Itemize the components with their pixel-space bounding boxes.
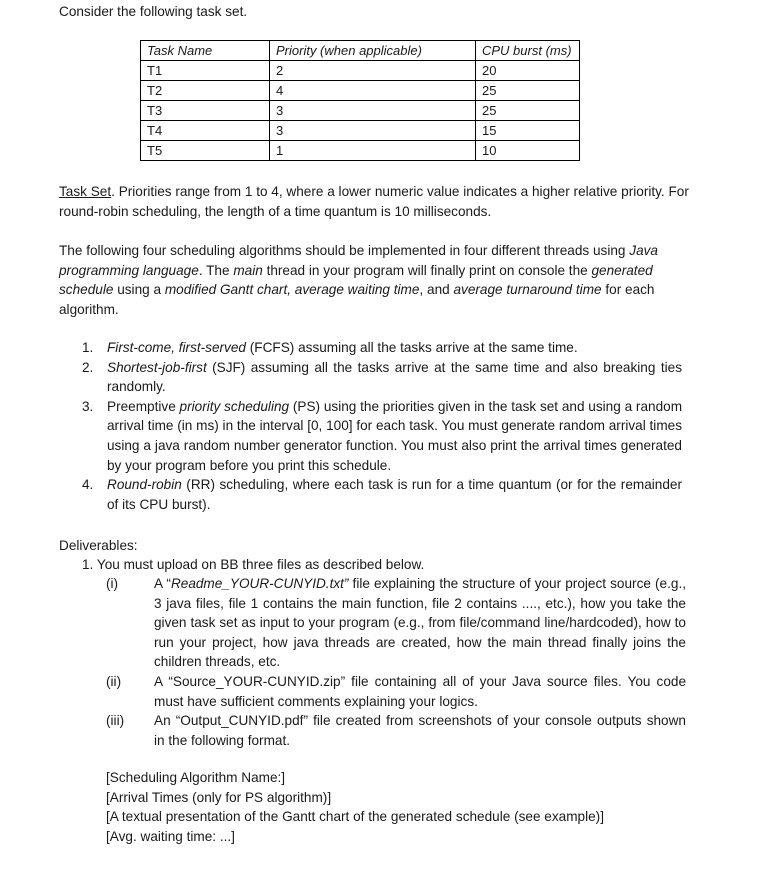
task-set-paragraph	[59, 182, 699, 221]
task-table	[140, 40, 580, 161]
subitem-text	[154, 574, 686, 672]
algorithms-emphasis: main	[233, 262, 263, 278]
algorithms-text: thread in your program will finally print on console the	[262, 262, 592, 278]
format-line: [Arrival Times (only for PS algorithm)]	[106, 789, 332, 805]
format-line: [Avg. waiting time: ...]	[106, 828, 235, 844]
algorithm-name: Round-robin	[107, 477, 182, 493]
subitem-text: An “Output_CUNYID.pdf” file created from screenshots of your console outputs shown in the following format.	[154, 713, 686, 748]
priority-cell: 3	[270, 101, 476, 121]
priority-cell: 1	[270, 141, 476, 161]
algorithm-description: (RR) scheduling, where each task is run for a time quantum (or for the remainder of its CPU burst).	[107, 477, 682, 512]
subitem-filename: Readme_YOUR-CUNYID.txt”	[170, 576, 349, 591]
subitem-description: file explaining the structure of your project source (e.g., 3 java files, file 1 contains the main function, file 2 contains ...., etc.), how you take the given task set as input to your program (e.g., from file/command line/hardcoded), how to run your project, how java threads are created, how the main thread finally joins the children threads, etc.	[154, 576, 686, 670]
list-item	[82, 338, 682, 358]
format-line: [A textual presentation of the Gantt chart of the generated schedule (see example)]	[106, 809, 604, 825]
algorithms-emphasis: modified Gantt chart, average waiting time	[164, 282, 420, 298]
table-header-row	[141, 41, 580, 61]
algorithm-description: (SJF) assuming all the tasks arrive at the same time and also breaking ties randomly.	[107, 359, 682, 395]
deliverable-subitem-output	[106, 711, 686, 750]
cpu-burst-cell: 20	[476, 61, 580, 81]
list-item	[82, 358, 682, 397]
algorithm-prefix: Preemptive	[107, 398, 180, 414]
deliverables-item-text: You must upload on BB three files as described below.	[96, 557, 425, 572]
algorithms-paragraph	[59, 241, 699, 319]
algorithm-list	[82, 338, 682, 514]
algorithm-description: (FCFS) assuming all the tasks arrive at the same time.	[245, 340, 578, 355]
list-item	[82, 475, 682, 514]
cpu-burst-cell: 15	[476, 121, 580, 141]
table-row	[141, 141, 580, 161]
intro-text: Consider the following task set.	[59, 4, 248, 19]
list-number: 1.	[82, 557, 94, 572]
column-header-priority: Priority (when applicable)	[270, 41, 476, 61]
algorithms-text: for each algorithm.	[59, 282, 655, 317]
algorithms-emphasis: Java programming language	[59, 243, 658, 278]
priority-cell: 2	[270, 61, 476, 81]
subitem-text: A “Source_YOUR-CUNYID.zip” file containing all of your Java source files. You code must have sufficient comments explaining your logics.	[154, 674, 686, 709]
table-row	[141, 101, 580, 121]
deliverables-item	[82, 555, 682, 575]
algorithms-text: , and	[419, 282, 454, 298]
task-set-label: Task Set	[59, 184, 112, 199]
table-row	[141, 121, 580, 141]
task-name-cell: T4	[141, 121, 270, 141]
output-format-block	[106, 768, 604, 846]
algorithms-emphasis: average turnaround time	[453, 282, 602, 298]
algorithm-description: (PS) using the priorities given in the task set and using a random arrival time (in ms) in the interval [0, 100] for each task. You must generate random arrival times using a java random number generator function. You must also print the arrival times generated by your program before you print this schedule.	[107, 398, 683, 473]
subitem-prefix: A “	[154, 576, 171, 591]
list-number: 1.	[82, 340, 94, 355]
task-name-cell: T1	[141, 61, 270, 81]
algorithms-text: The following four scheduling algorithms should be implemented in four different threads using	[59, 243, 630, 258]
algorithms-text: using a	[113, 282, 165, 298]
cpu-burst-cell: 10	[476, 141, 580, 161]
list-number: 4.	[82, 477, 94, 493]
table-row	[141, 61, 580, 81]
task-name-cell: T2	[141, 81, 270, 101]
list-number: 3.	[82, 398, 94, 414]
algorithm-name: First-come, first-served	[107, 340, 246, 355]
column-header-task-name: Task Name	[141, 41, 270, 61]
list-number: 2.	[82, 359, 94, 375]
deliverable-subitem-readme	[106, 574, 686, 672]
algorithms-text: . The	[198, 262, 234, 278]
task-name-cell: T5	[141, 141, 270, 161]
priority-cell: 3	[270, 121, 476, 141]
cpu-burst-cell: 25	[476, 101, 580, 121]
algorithms-emphasis: generated schedule	[59, 262, 653, 298]
roman-numeral: (i)	[106, 576, 119, 591]
task-name-cell: T3	[141, 101, 270, 121]
deliverable-subitem-source	[106, 672, 686, 711]
algorithm-name: priority scheduling	[179, 398, 290, 414]
priority-cell: 4	[270, 81, 476, 101]
task-set-text: . Priorities range from 1 to 4, where a lower numeric value indicates a higher relative priority. For round-robin scheduling, the length of a time quantum is 10 milliseconds.	[59, 184, 689, 219]
roman-numeral: (ii)	[106, 674, 122, 689]
column-header-cpu-burst: CPU burst (ms)	[476, 41, 580, 61]
format-line: [Scheduling Algorithm Name:]	[106, 770, 286, 785]
deliverables-heading: Deliverables:	[59, 538, 138, 553]
cpu-burst-cell: 25	[476, 81, 580, 101]
roman-numeral: (iii)	[106, 713, 125, 728]
table-row	[141, 81, 580, 101]
list-item	[82, 397, 682, 475]
algorithm-name: Shortest-job-first	[107, 359, 207, 375]
